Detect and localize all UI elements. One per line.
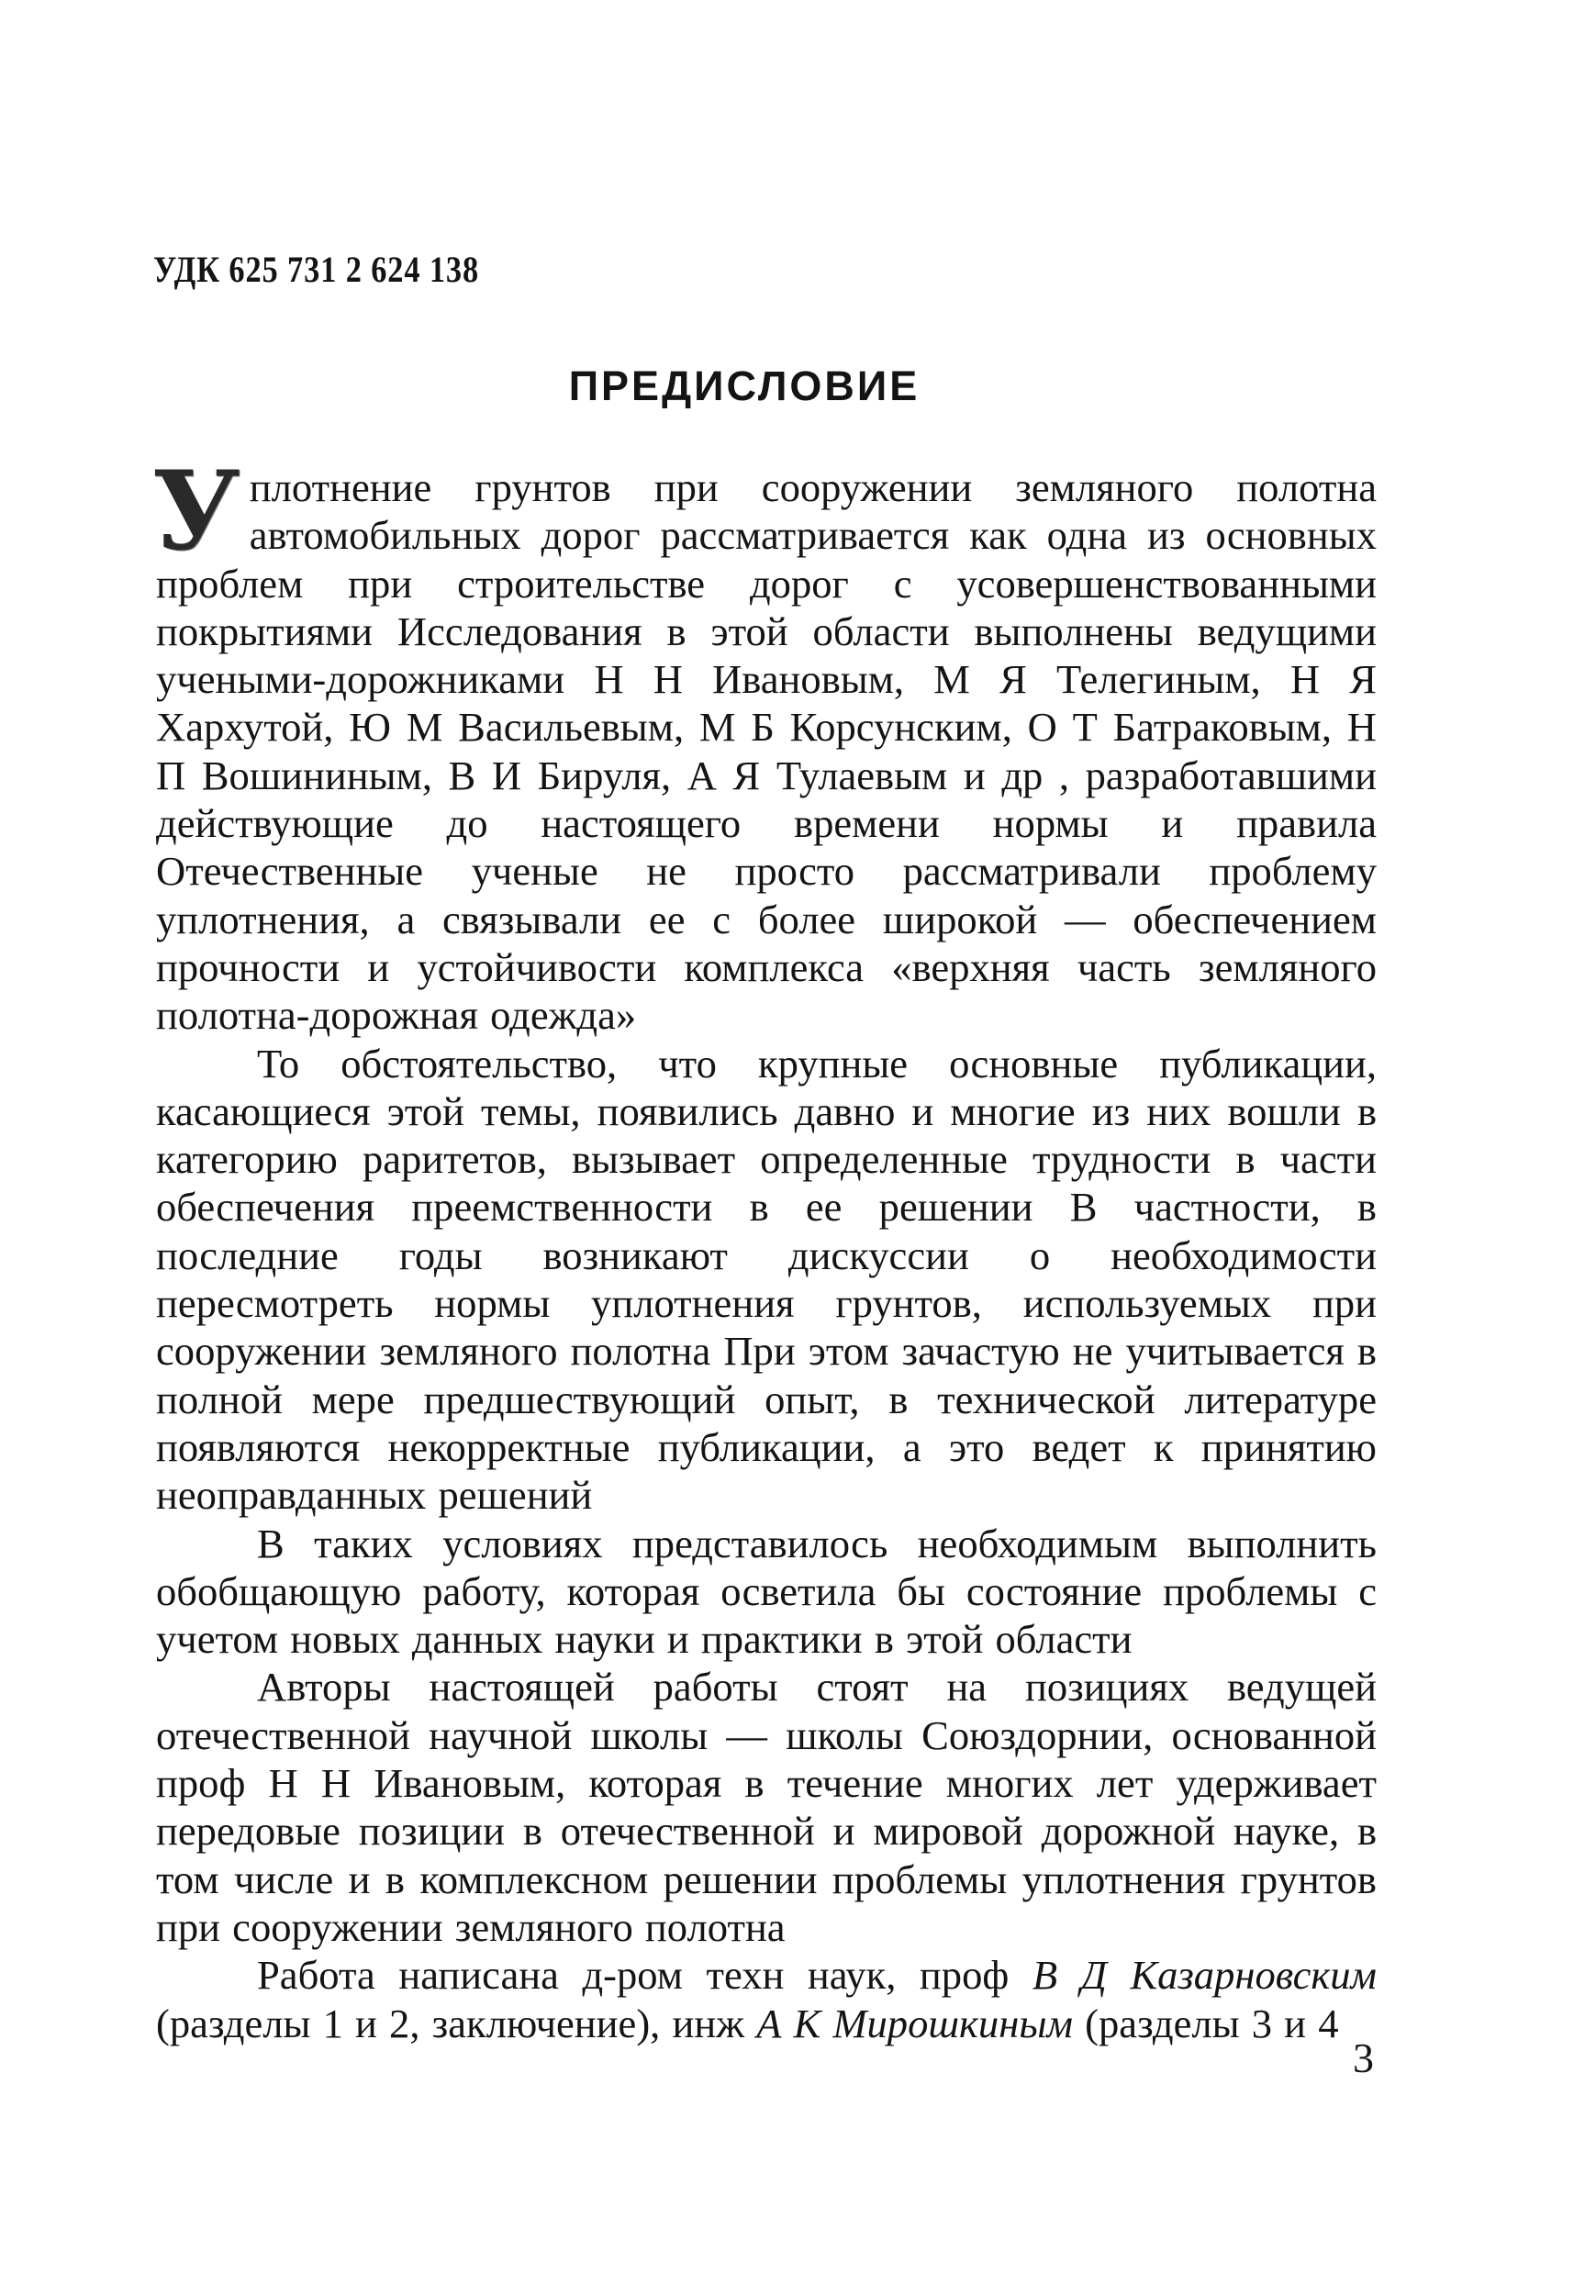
author-name-1: В Д Казарновским [1032,1952,1377,1999]
authors-text-3: (разделы 3 и 4 [1085,2000,1339,2046]
page-number: 3 [1353,2034,1374,2081]
author-name-2: А К Мирошкиным [756,2000,1073,2046]
authors-text-1: Работа написана д-ром техн наук, проф [257,1952,1010,1999]
page-title: ПРЕДИСЛОВИЕ [568,362,921,409]
udk-code: УДК 625 731 2 624 138 [153,249,480,290]
paragraph-1-text: плотнение грунтов при сооружении земляного полотна автомобильных дорог рассматривается как одна из основных проблем при строительстве дорог с усовершенствованными покрытиями Исследования в этой области выполнены ведущими учеными-дорожниками Н Н Ивановым, М Я Телегиным, Н Я Хархутой, Ю М Васильевым, М Б Корсунским, О Т Батраковым, Н П Вошининым, В И Бируля, А Я Тулаевым и др , разработавшими действующие до настоящего времени нормы и правила Отечественные ученые не просто рассматривали проблему уплотнения, а связывали ее с более широкой — обеспечением прочности и устойчивости комплекса «верхняя часть земляного полотна-дорожная одежда» [156,464,1377,1039]
body-text [152,447,1377,2047]
paragraph-5 [156,1951,1377,2047]
paragraph-3: В таких условиях представилось необходимым выполнить обобщающую работу, которая осветила бы состояние проблемы с учетом новых данных науки и практики в этой области [156,1520,1377,1663]
paragraph-1 [152,447,1377,1040]
authors-text-2: (разделы 1 и 2, заключение), инж [156,2000,745,2046]
paragraph-4: Авторы настоящей работы стоят на позициях ведущей отечественной научной школы — школы Союздорнии, основанной проф Н Н Ивановым, которая в течение многих лет удерживает передовые позиции в отечественной и мировой дорожной науке, в том числе и в комплексном решении проблемы уплотнения грунтов при сооружении земляного полотна [156,1664,1377,1950]
drop-cap: У [152,447,240,574]
paragraph-2: То обстоятельство, что крупные основные публикации, касающиеся этой темы, появились давно и многие из них вошли в категорию раритетов, вызывает определенные трудности в части обеспечения преемственности в ее решении В частности, в последние годы возникают дискуссии о необходимости пересмотреть нормы уплотнения грунтов, используемых при сооружении земляного полотна При этом зачастую не учитывается в полной мере предшествующий опыт, в технической литературе появляются некорректные публикации, а это ведет к принятию неоправданных решений [156,1040,1377,1519]
